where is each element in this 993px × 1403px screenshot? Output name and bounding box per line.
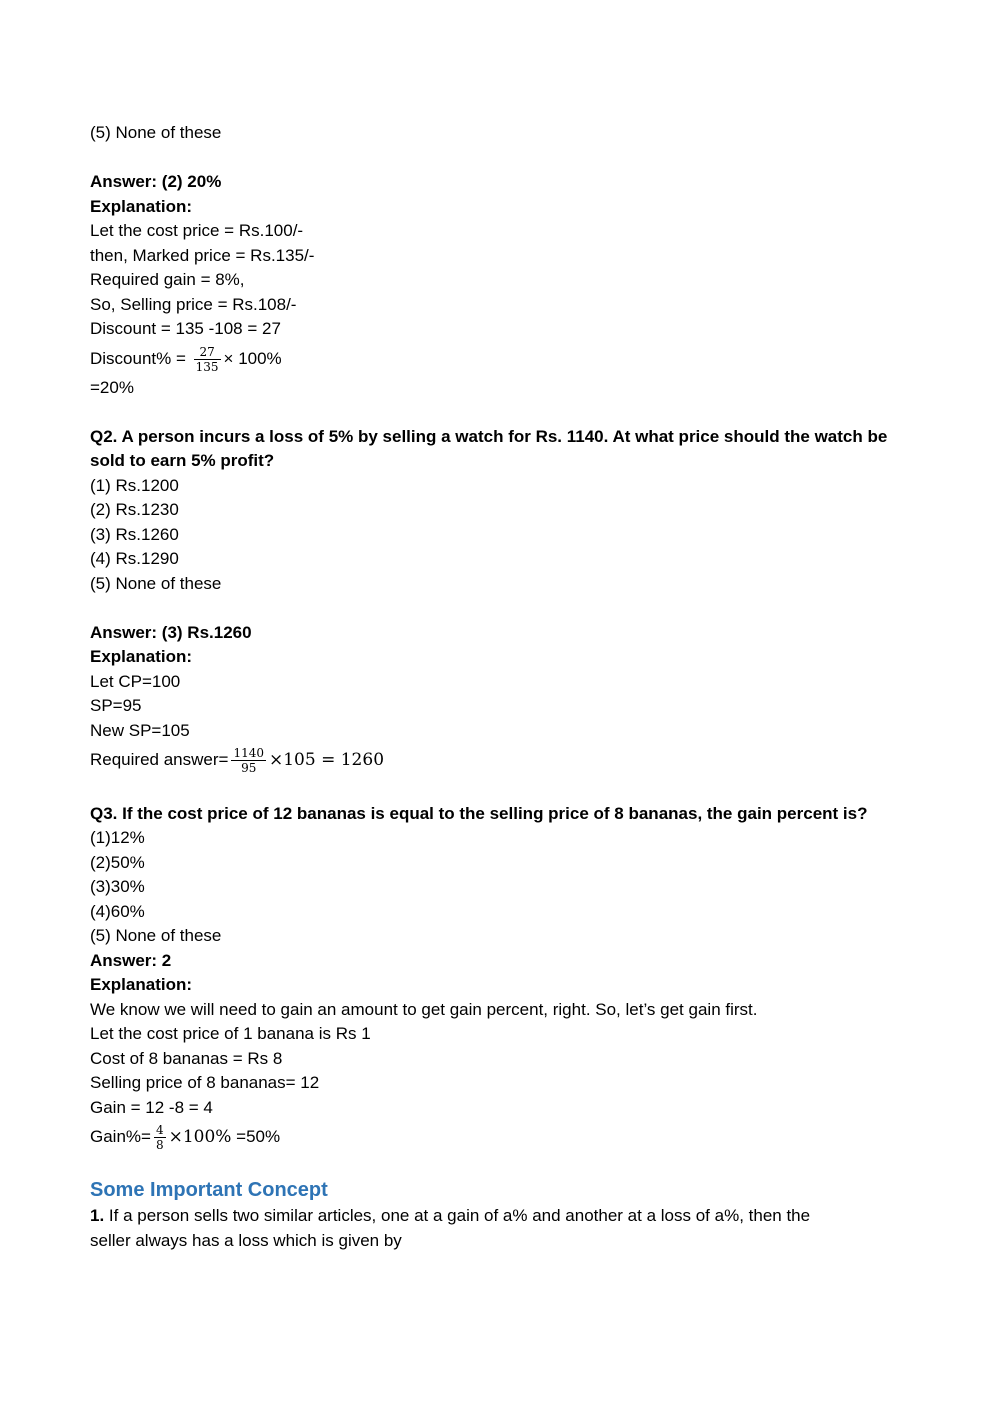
q2-required-fraction xyxy=(231,746,266,775)
q1-result: =20% xyxy=(90,377,134,397)
q2-option-2: (2) Rs.1230 xyxy=(90,500,179,519)
concept-item-1-line-2: seller always has a loss which is given by xyxy=(90,1230,402,1250)
q3-explanation-line: Cost of 8 bananas = Rs 8 xyxy=(90,1048,283,1068)
q2-required-prefix: Required answer= xyxy=(90,750,229,769)
q1-discount-formula xyxy=(90,342,930,376)
q3-gain-fraction xyxy=(154,1123,166,1152)
q3-question: Q3. If the cost price of 12 bananas is equal to the selling price of 8 bananas, the gain percent is? xyxy=(90,803,868,823)
q3-option-4: (4)60% xyxy=(90,901,145,921)
q2-option-1: (1) Rs.1200 xyxy=(90,475,179,495)
q2-question-line-1: Q2. A person incurs a loss of 5% by selling a watch for Rs. 1140. At what price should the watch be xyxy=(90,426,888,446)
q1-discount-numerator: 27 xyxy=(194,345,221,360)
q3-explanation-line: Selling price of 8 bananas= 12 xyxy=(90,1073,320,1092)
q1-answer: Answer: (2) 20% xyxy=(90,172,222,191)
q1-explanation-label: Explanation: xyxy=(90,196,193,216)
q3-explanation-line: We know we will need to gain an amount to get gain percent, right. So, let’s get gain first. xyxy=(90,999,758,1019)
q3-gain-formula xyxy=(90,1120,930,1154)
q2-question-line-2: sold to earn 5% profit? xyxy=(90,451,275,470)
q3-explanation-label: Explanation: xyxy=(90,975,193,994)
q1-discount-fraction xyxy=(194,345,221,374)
q1-discount-suffix: × 100% xyxy=(223,348,282,368)
q2-required-numerator: 1140 xyxy=(233,746,264,761)
q3-option-5: (5) None of these xyxy=(90,926,222,945)
q2-explanation-line: SP=95 xyxy=(90,696,142,715)
q1-explanation-line: So, Selling price = Rs.108/- xyxy=(90,294,297,314)
q3-gain-denominator: 8 xyxy=(155,1138,164,1153)
concept-heading: Some Important Concept xyxy=(90,1179,328,1201)
q3-answer: Answer: 2 xyxy=(90,950,172,970)
q1-option-5: (5) None of these xyxy=(90,123,222,142)
q1-explanation-line: Discount = 135 -108 = 27 xyxy=(90,319,281,338)
q2-required-suffix: ×105 = 1260 xyxy=(269,750,385,770)
q2-required-answer-formula xyxy=(90,743,930,777)
q2-explanation-line: New SP=105 xyxy=(90,720,190,740)
q2-explanation-line: Let CP=100 xyxy=(90,671,181,691)
q3-option-3: (3)30% xyxy=(90,877,145,896)
q3-gain-numerator: 4 xyxy=(155,1123,164,1138)
concept-item-text: If a person sells two similar articles, one at a gain of a% and another at a loss of a%, then the xyxy=(104,1206,811,1225)
q2-required-denominator: 95 xyxy=(241,761,257,776)
q1-discount-denominator: 135 xyxy=(195,359,219,374)
document-page xyxy=(90,121,930,1253)
q2-option-3: (3) Rs.1260 xyxy=(90,524,179,544)
q3-explanation-line: Gain = 12 -8 = 4 xyxy=(90,1097,213,1117)
q1-explanation-line: Required gain = 8%, xyxy=(90,270,245,289)
q3-gain-result: =50% xyxy=(231,1127,281,1146)
concept-item-1-line-1 xyxy=(90,1204,930,1229)
q3-option-2: (2)50% xyxy=(90,852,145,872)
q1-explanation-line: then, Marked price = Rs.135/- xyxy=(90,245,315,265)
q2-option-4: (4) Rs.1290 xyxy=(90,549,179,568)
q2-explanation-label: Explanation: xyxy=(90,647,193,666)
q3-gain-prefix: Gain%= xyxy=(90,1127,151,1146)
q1-discount-prefix: Discount% = xyxy=(90,348,191,368)
q2-option-5: (5) None of these xyxy=(90,573,222,593)
q3-explanation-line: Let the cost price of 1 banana is Rs 1 xyxy=(90,1024,371,1043)
q3-gain-suffix: ×100% xyxy=(168,1127,232,1147)
q2-answer: Answer: (3) Rs.1260 xyxy=(90,622,252,642)
concept-item-number: 1. xyxy=(90,1206,105,1225)
q3-option-1: (1)12% xyxy=(90,828,145,847)
q1-explanation-line: Let the cost price = Rs.100/- xyxy=(90,221,304,240)
